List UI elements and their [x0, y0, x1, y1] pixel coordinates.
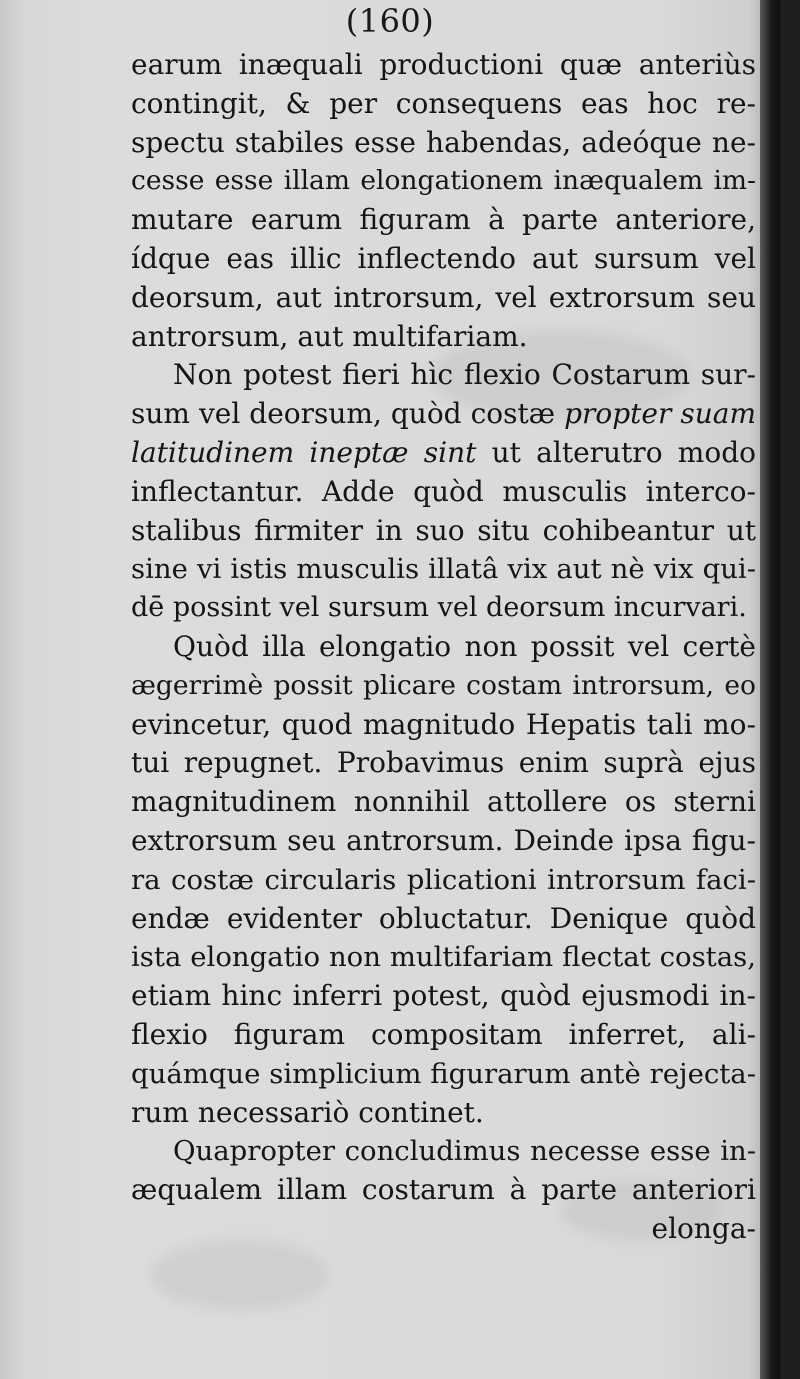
text-run: sum vel deorsum, quòd costæ — [131, 397, 565, 431]
catchword: elonga- — [651, 1211, 756, 1245]
text-line: magnitudinem nonnihil attollere os sterni — [131, 785, 756, 819]
text-line: ídque eas illic inflectendo aut sursum vel — [131, 241, 756, 275]
text-line: spectu stabiles esse habendas, adeóque ne- — [131, 125, 756, 159]
text-line: rum necessariò continet. — [131, 1095, 484, 1129]
text-line: cesse esse illam elongationem inæqualem im- — [131, 165, 756, 197]
text-line: contingit, & per consequens eas hoc re- — [131, 86, 756, 120]
text-line: endæ evidenter obluctatur. Denique quòd — [131, 901, 756, 935]
text-line: quámque simplicium figurarum antè rejecta- — [131, 1057, 756, 1090]
text-line: æqualem illam costarum à parte anteriori — [131, 1173, 756, 1207]
text-line: stalibus firmiter in suo situ cohibeantur ut — [131, 513, 756, 547]
text-line: dē possint vel sursum vel deorsum incurvari. — [131, 592, 747, 624]
page-number: (160) — [345, 2, 435, 40]
text-line: evincetur, quod magnitudo Hepatis tali mo- — [131, 707, 756, 741]
text-line: Quapropter concludimus necesse esse in- — [173, 1135, 756, 1168]
text-line: extrorsum seu antrorsum. Deinde ipsa figu- — [131, 823, 756, 857]
text-line: Non potest fieri hìc flexio Costarum sur- — [173, 358, 756, 392]
text-line: tui repugnet. Probavimus enim suprà ejus — [131, 746, 756, 780]
text-line: earum inæquali productioni quæ anteriùs — [131, 48, 756, 81]
text-line: etiam hinc inferri potest, quòd ejusmodi in- — [131, 979, 756, 1013]
text-line: inflectantur. Adde quòd musculis interco- — [131, 474, 756, 508]
text-line: mutare earum figuram à parte anteriore, — [131, 203, 756, 237]
italic-text-run: latitudinem ineptæ sint — [131, 435, 477, 469]
text-line: deorsum, aut introrsum, vel extrorsum seu — [131, 280, 756, 314]
text-line — [131, 434, 756, 473]
text-line: ista elongatio non multifariam flectat costas, — [131, 941, 756, 974]
text-line — [131, 395, 756, 434]
text-line: sine vi istis musculis illatâ vix aut nè vix qui- — [131, 553, 756, 586]
text-line: antrorsum, aut multifariam. — [131, 319, 528, 353]
page-gutter-shadow — [760, 0, 780, 1379]
text-line: ra costæ circularis plicationi introrsum faci- — [131, 863, 756, 896]
body-text — [131, 46, 756, 1249]
text-line: ægerrimè possit plicare costam introrsum, eo — [131, 669, 756, 701]
paper-stain — [150, 1240, 330, 1310]
italic-text-run: propter suam — [564, 397, 756, 431]
text-line: Quòd illa elongatio non possit vel certè — [173, 629, 756, 663]
text-line: flexio figuram compositam inferret, ali- — [131, 1017, 756, 1051]
text-run: ut alterutro modo — [476, 435, 756, 469]
